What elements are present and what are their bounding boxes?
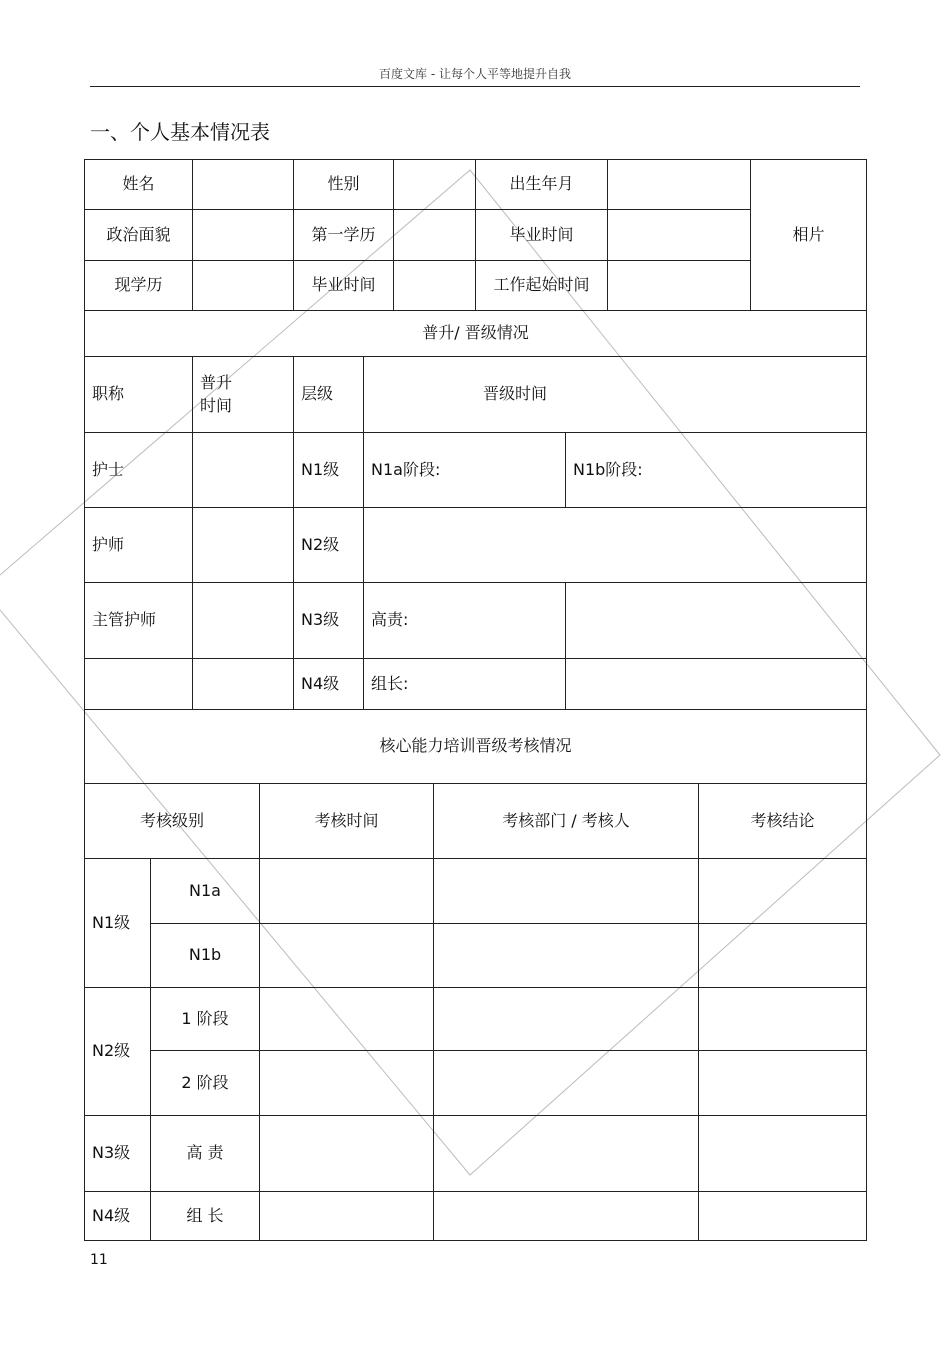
core-sub-level: 高 责 bbox=[150, 1115, 260, 1192]
core-result-cell bbox=[698, 1191, 867, 1241]
core-time-cell bbox=[259, 1191, 434, 1241]
core-time-cell bbox=[259, 923, 434, 988]
promotion-row-stage bbox=[363, 507, 867, 583]
birth-label: 出生年月 bbox=[475, 159, 608, 210]
core-time-cell bbox=[259, 858, 434, 924]
current-edu-value bbox=[192, 260, 294, 311]
core-result-cell bbox=[698, 1050, 867, 1116]
core-result-cell bbox=[698, 923, 867, 988]
section-title: 一、个人基本情况表 bbox=[90, 120, 270, 144]
core-dept-cell bbox=[433, 987, 699, 1051]
promotion-row-title: 护师 bbox=[84, 507, 193, 583]
birth-value bbox=[607, 159, 751, 210]
core-sub-level: 2 阶段 bbox=[150, 1050, 260, 1116]
name-value bbox=[192, 159, 294, 210]
core-level-n3: N3级 bbox=[84, 1115, 151, 1192]
first-edu-value bbox=[393, 209, 476, 261]
promotion-row-time bbox=[192, 507, 294, 583]
core-header-level: 考核级别 bbox=[84, 783, 260, 859]
core-dept-cell bbox=[433, 1115, 699, 1192]
core-title: 核心能力培训晋级考核情况 bbox=[84, 709, 867, 784]
promotion-title: 普升/ 晋级情况 bbox=[84, 310, 867, 357]
core-level-n2: N2级 bbox=[84, 987, 151, 1116]
politics-value bbox=[192, 209, 294, 261]
grad-time-value-2 bbox=[393, 260, 476, 311]
core-sub-level: 1 阶段 bbox=[150, 987, 260, 1051]
core-sub-level: N1b bbox=[150, 923, 260, 988]
work-start-label: 工作起始时间 bbox=[475, 260, 608, 311]
promotion-row-time bbox=[192, 432, 294, 508]
promotion-row-title: 主管护师 bbox=[84, 582, 193, 659]
grad-time-label-2: 毕业时间 bbox=[293, 260, 394, 311]
promotion-row-stage-a: 高责: bbox=[363, 582, 566, 659]
core-dept-cell bbox=[433, 1050, 699, 1116]
core-level-n1: N1级 bbox=[84, 858, 151, 988]
grad-time-label: 毕业时间 bbox=[475, 209, 608, 261]
core-time-cell bbox=[259, 1115, 434, 1192]
promotion-row-title: 护士 bbox=[84, 432, 193, 508]
promotion-row-time bbox=[192, 658, 294, 710]
promotion-col-level-time: 晋级时间 bbox=[363, 356, 867, 433]
core-dept-cell bbox=[433, 858, 699, 924]
promotion-row-stage-b bbox=[565, 582, 867, 659]
promotion-row-level: N4级 bbox=[293, 658, 364, 710]
core-header-result: 考核结论 bbox=[698, 783, 867, 859]
core-result-cell bbox=[698, 987, 867, 1051]
promotion-row-level: N2级 bbox=[293, 507, 364, 583]
core-result-cell bbox=[698, 1115, 867, 1192]
page-header: 百度文库 - 让每个人平等地提升自我 bbox=[90, 62, 860, 87]
name-label: 姓名 bbox=[84, 159, 193, 210]
promotion-row-stage-b: N1b阶段: bbox=[565, 432, 867, 508]
core-sub-level: N1a bbox=[150, 858, 260, 924]
promotion-row-time bbox=[192, 582, 294, 659]
promotion-row-level: N1级 bbox=[293, 432, 364, 508]
promotion-col-level: 层级 bbox=[293, 356, 364, 433]
promotion-row-level: N3级 bbox=[293, 582, 364, 659]
promotion-col-time: 普升 时间 bbox=[192, 356, 294, 433]
core-dept-cell bbox=[433, 1191, 699, 1241]
first-edu-label: 第一学历 bbox=[293, 209, 394, 261]
promotion-row-stage-a: N1a阶段: bbox=[363, 432, 566, 508]
core-header-time: 考核时间 bbox=[259, 783, 434, 859]
photo-cell: 相片 bbox=[750, 159, 867, 311]
work-start-value bbox=[607, 260, 751, 311]
promotion-col-title: 职称 bbox=[84, 356, 193, 433]
core-result-cell bbox=[698, 858, 867, 924]
promotion-row-stage-a: 组长: bbox=[363, 658, 566, 710]
core-level-n4: N4级 bbox=[84, 1191, 151, 1241]
gender-value bbox=[393, 159, 476, 210]
core-sub-level: 组 长 bbox=[150, 1191, 260, 1241]
promotion-row-title bbox=[84, 658, 193, 710]
current-edu-label: 现学历 bbox=[84, 260, 193, 311]
grad-time-value bbox=[607, 209, 751, 261]
gender-label: 性别 bbox=[293, 159, 394, 210]
promotion-row-stage-b bbox=[565, 658, 867, 710]
core-header-dept: 考核部门 / 考核人 bbox=[433, 783, 699, 859]
politics-label: 政治面貌 bbox=[84, 209, 193, 261]
core-dept-cell bbox=[433, 923, 699, 988]
core-time-cell bbox=[259, 1050, 434, 1116]
core-time-cell bbox=[259, 987, 434, 1051]
page-number: 11 bbox=[90, 1252, 108, 1268]
